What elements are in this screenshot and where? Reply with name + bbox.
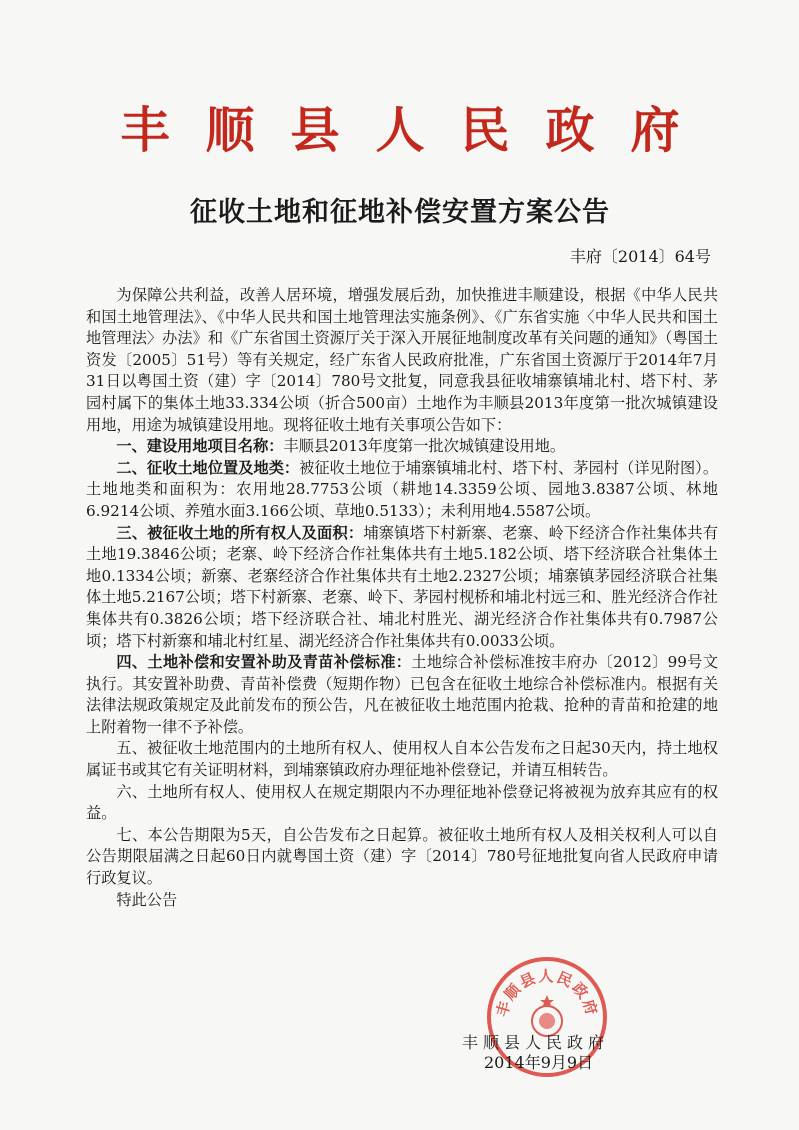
document-number: 丰府〔2014〕64号: [569, 247, 711, 266]
paragraph-1: [86, 436, 718, 458]
paragraph-heading: 三、被征收土地的所有权人及面积：: [116, 523, 364, 542]
paragraph-text: 丰顺县2013年度第一批次城镇建设用地。: [283, 437, 566, 456]
issuer-header: 丰顺县人民政府: [120, 102, 716, 159]
paragraph-4: [86, 652, 718, 738]
paragraph-text: 埔寨镇塔下村新寨、老寨、岭下经济合作社集体共有土地19.3846公顷；老寨、岭下经济合作社集体共有土地5.182公顷、塔下经济联合社集体土地0.1334公顷；新寨、老寨经济合作社集体共有土地2.2327公顷；埔寨镇茅园经济联合社集体土地5.2167公顷；塔下村新寨、老寨、岭下、茅园村枧桥和埔北村远三和、胜光经济合作社集体共有0.3826公顷；塔下经济联合社、埔北村胜光、湖光经济合作社集体共有0.7987公顷；塔下村新寨和埔北村红星、湖光经济合作社集体共有0.0033公顷。: [86, 523, 719, 650]
closing-line: 特此公告: [116, 890, 178, 909]
paragraph-5: [86, 738, 718, 781]
paragraph-6: [86, 782, 718, 825]
notice-title: 征收土地和征地补偿安置方案公告: [190, 197, 610, 228]
seal-text: 丰顺县人民政府: [492, 967, 602, 1019]
paragraph-text: 七、本公告期限为5天，自公告发布之日起算。被征收土地所有权人及相关权利人可以自公告期限届满之日起60日内就粤国土资（建）字〔2014〕780号征地批复向省人民政府申请行政复议。: [86, 825, 718, 888]
paragraph-heading: 一、建设用地项目名称：: [116, 437, 284, 456]
paragraph-text: 被征收土地位于埔寨镇埔北村、塔下村、茅园村（详见附图）。土地地类和面积为：农用地28.7753公顷（耕地14.3359公顷、园地3.8387公顷、林地6.9214公顷、养殖水面3.166公顷、草地0.5133）；未利用地4.5587公顷。: [86, 458, 719, 520]
signature-date: 2014年9月9日: [484, 1053, 594, 1072]
paragraph-text: 土地综合补偿标准按丰府办〔2012〕99号文执行。其安置补助费、青苗补偿费（短期作物）已包含在征收土地综合补偿标准内。根据有关法律法规政策规定及此前发布的预公告，凡在被征收土地范围内抢栽、抢种的青苗和抢建的地上附着物一律不予补偿。: [86, 653, 719, 736]
paragraph-text: 五、被征收土地范围内的土地所有权人、使用权人自本公告发布之日起30天内，持土地权属证书或其它有关证明材料，到埔寨镇政府办理征地补偿登记，并请互相转告。: [86, 739, 718, 780]
paragraph-2: [86, 458, 718, 523]
signature-issuer: 丰顺县人民政府: [462, 1033, 610, 1052]
paragraph-heading: 二、征收土地位置及地类：: [116, 458, 300, 477]
paragraph-heading: 四、土地补偿和安置补助及青苗补偿标准：: [116, 653, 412, 672]
paragraph-3: [86, 523, 718, 653]
notice-body: [86, 285, 718, 911]
paragraph-7: [86, 825, 718, 890]
paragraph-preamble: 为保障公共利益，改善人居环境，增强发展后劲，加快推进丰顺建设，根据《中华人民共和国土地管理法》、《中华人民共和国土地管理法实施条例》、《广东省实施〈中华人民共和国土地管理法〉办法》和《广东省国土资源厅关于深入开展征地制度改革有关问题的通知》（粤国土资发〔2005〕51号）等有关规定，经广东省人民政府批准，广东省国土资源厅于2014年7月31日以粤国土资（建）字〔2014〕780号文批复，同意我县征收埔寨镇埔北村、塔下村、茅园村属下的集体土地33.334公顷（折合500亩）土地作为丰顺县2013年度第一批次城镇建设用地，用途为城镇建设用地。现将征收土地有关事项公告如下：: [86, 286, 718, 434]
paragraph-text: 六、土地所有权人、使用权人在规定期限内不办理征地补偿登记将被视为放弃其应有的权益。: [86, 782, 718, 823]
